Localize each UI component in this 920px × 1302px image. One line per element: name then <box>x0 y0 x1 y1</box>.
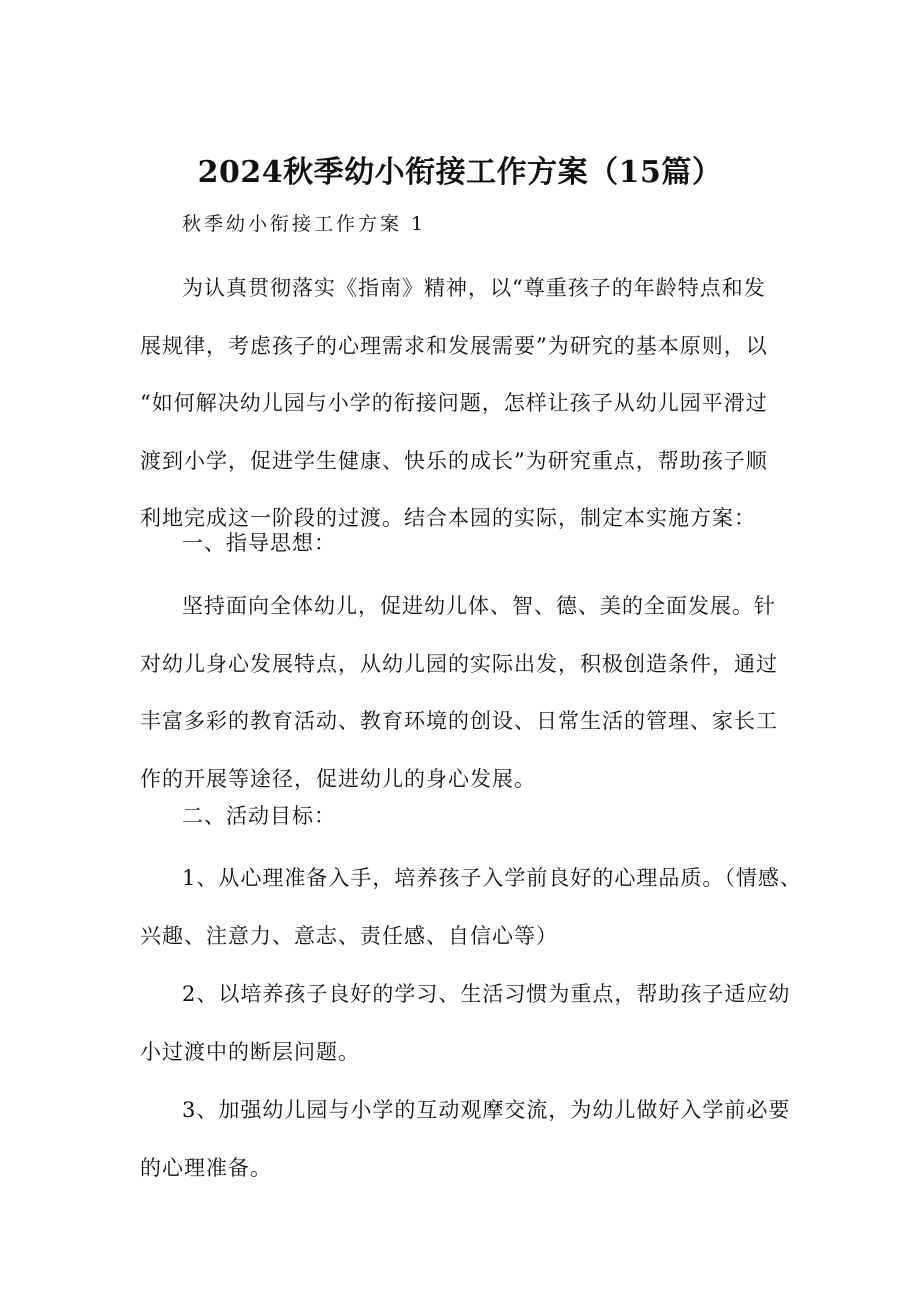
paragraph-line: 1、从心理准备入手，培养孩子入学前良好的心理品质。（情感、 <box>182 866 802 890</box>
paragraph-line: 为认真贯彻落实《指南》精神，以“尊重孩子的年龄特点和发 <box>182 276 766 300</box>
paragraph-line: 3、加强幼儿园与小学的互动观摩交流，为幼儿做好入学前必要 <box>182 1098 791 1122</box>
intro-paragraph <box>140 260 800 548</box>
paragraph-line: 坚持面向全体幼儿，促进幼儿体、智、德、美的全面发展。针 <box>182 594 776 618</box>
section-heading-text: 一、指导思想： <box>182 531 336 555</box>
paragraph-line: 渡到小学，促进学生健康、快乐的成长”为研究重点，帮助孩子顺 <box>140 448 768 473</box>
goal-item-2 <box>140 966 800 1081</box>
section-heading-guiding-thought <box>140 515 800 573</box>
guiding-thought-paragraph <box>140 578 800 808</box>
paragraph-line: 的心理准备。 <box>140 1155 272 1180</box>
paragraph-line: 展规律，考虑孩子的心理需求和发展需要”为研究的基本原则，以 <box>140 333 768 358</box>
paragraph-line: 作的开展等途径，促进幼儿的身心发展。 <box>140 766 536 791</box>
paragraph-line: 丰富多彩的教育活动、教育环境的创设、日常生活的管理、家长工 <box>140 709 778 733</box>
paragraph-line: “如何解决幼儿园与小学的衔接问题，怎样让孩子从幼儿园平滑过 <box>140 391 768 415</box>
section-heading-text: 二、活动目标： <box>182 804 336 828</box>
section-heading-activity-goals <box>140 788 800 846</box>
paragraph-line: 对幼儿身心发展特点，从幼儿园的实际出发，积极创造条件，通过 <box>140 651 778 676</box>
goal-item-3 <box>140 1082 800 1197</box>
document-subtitle: 秋季幼小衔接工作方案 1 <box>182 213 427 235</box>
paragraph-line: 小过渡中的断层问题。 <box>140 1039 360 1064</box>
paragraph-line: 2、以培养孩子良好的学习、生活习惯为重点，帮助孩子适应幼 <box>182 982 791 1006</box>
goal-item-1 <box>140 850 800 965</box>
document-title: 2024秋季幼小衔接工作方案（15篇） <box>197 155 723 190</box>
paragraph-line: 兴趣、注意力、意志、责任感、自信心等） <box>140 923 558 948</box>
paragraph-line: 利地完成这一阶段的过渡。结合本园的实际，制定本实施方案： <box>140 506 756 530</box>
